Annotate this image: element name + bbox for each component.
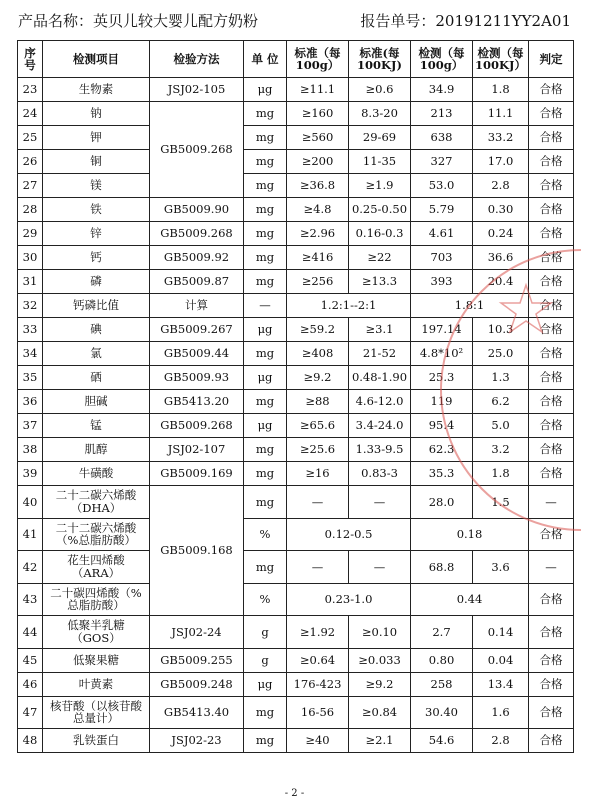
cell-item: 二十碳四烯酸（% 总脂肪酸）: [43, 583, 150, 616]
cell-test-100g: 95.4: [411, 414, 473, 438]
cell-test-100g: 34.9: [411, 78, 473, 102]
cell-std-100kj: ≥13.3: [349, 270, 411, 294]
cell-unit: mg: [244, 222, 287, 246]
cell-item: 核苷酸（以核苷酸 总量计）: [43, 696, 150, 729]
cell-index: 41: [18, 518, 43, 551]
cell-unit: mg: [244, 126, 287, 150]
cell-item: 生物素: [43, 78, 150, 102]
cell-method: GB5009.267: [150, 318, 244, 342]
cell-std-100g: ≥16: [287, 462, 349, 486]
cell-index: 46: [18, 672, 43, 696]
cell-std-100kj: 8.3-20: [349, 102, 411, 126]
cell-test-100g: 0.44: [411, 583, 529, 616]
cell-index: 29: [18, 222, 43, 246]
cell-method: GB5009.248: [150, 672, 244, 696]
cell-item: 二十二碳六烯酸 （DHA）: [43, 486, 150, 519]
cell-index: 31: [18, 270, 43, 294]
cell-method: GB5009.93: [150, 366, 244, 390]
cell-test-100kj: 20.4: [473, 270, 529, 294]
cell-item: 乳铁蛋白: [43, 729, 150, 753]
table-row: [18, 583, 574, 616]
cell-method: JSJ02-24: [150, 616, 244, 649]
cell-test-100g: 62.3: [411, 438, 473, 462]
cell-index: 26: [18, 150, 43, 174]
cell-index: 27: [18, 174, 43, 198]
cell-std-100kj: 0.83-3: [349, 462, 411, 486]
product-name: 产品名称：英贝儿较大婴儿配方奶粉: [18, 12, 259, 30]
cell-unit: μg: [244, 414, 287, 438]
cell-std-100g: 0.12-0.5: [287, 518, 411, 551]
cell-std-100g: ≥560: [287, 126, 349, 150]
cell-item: 锰: [43, 414, 150, 438]
cell-method: GB5009.90: [150, 198, 244, 222]
cell-verdict: 合格: [529, 583, 574, 616]
cell-unit: mg: [244, 729, 287, 753]
cell-index: 25: [18, 126, 43, 150]
table-row: [18, 222, 574, 246]
cell-std-100kj: ≥1.9: [349, 174, 411, 198]
cell-index: 42: [18, 551, 43, 584]
cell-std-100g: —: [287, 551, 349, 584]
col-header-method: 检验方法: [150, 41, 244, 78]
table-row: [18, 551, 574, 584]
cell-index: 40: [18, 486, 43, 519]
cell-unit: mg: [244, 390, 287, 414]
cell-test-100g: 703: [411, 246, 473, 270]
cell-test-100g: 197.14: [411, 318, 473, 342]
cell-index: 30: [18, 246, 43, 270]
cell-test-100kj: 36.6: [473, 246, 529, 270]
cell-std-100g: ≥1.92: [287, 616, 349, 649]
cell-test-100g: 0.18: [411, 518, 529, 551]
col-header-index: 序 号: [18, 41, 43, 78]
cell-std-100kj: ≥9.2: [349, 672, 411, 696]
table-row: [18, 342, 574, 366]
cell-method: GB5009.168: [150, 486, 244, 616]
cell-index: 45: [18, 648, 43, 672]
test-results-table: [17, 40, 574, 753]
cell-index: 33: [18, 318, 43, 342]
cell-method: GB5009.255: [150, 648, 244, 672]
cell-test-100g: 119: [411, 390, 473, 414]
table-row: [18, 438, 574, 462]
cell-method: GB5009.268: [150, 414, 244, 438]
cell-verdict: 合格: [529, 438, 574, 462]
table-row: [18, 672, 574, 696]
table-header-row: [18, 41, 574, 78]
table-row: [18, 414, 574, 438]
cell-test-100g: 213: [411, 102, 473, 126]
cell-std-100g: 0.23-1.0: [287, 583, 411, 616]
cell-unit: mg: [244, 102, 287, 126]
cell-test-100kj: 1.8: [473, 462, 529, 486]
cell-index: 36: [18, 390, 43, 414]
table-row: [18, 616, 574, 649]
cell-test-100kj: 3.2: [473, 438, 529, 462]
cell-index: 44: [18, 616, 43, 649]
table-row: [18, 150, 574, 174]
cell-item: 镁: [43, 174, 150, 198]
cell-std-100kj: ≥22: [349, 246, 411, 270]
cell-test-100kj: 0.30: [473, 198, 529, 222]
table-row: [18, 102, 574, 126]
cell-index: 48: [18, 729, 43, 753]
cell-std-100kj: 21-52: [349, 342, 411, 366]
cell-test-100g: 5.79: [411, 198, 473, 222]
cell-verdict: 合格: [529, 222, 574, 246]
col-header-std-100g: 标准（每 100g）: [287, 41, 349, 78]
cell-unit: mg: [244, 270, 287, 294]
cell-index: 43: [18, 583, 43, 616]
report-header: [18, 10, 571, 34]
cell-index: 28: [18, 198, 43, 222]
cell-verdict: 合格: [529, 648, 574, 672]
cell-index: 32: [18, 294, 43, 318]
cell-verdict: 合格: [529, 246, 574, 270]
cell-test-100g: 28.0: [411, 486, 473, 519]
cell-method: JSJ02-105: [150, 78, 244, 102]
cell-unit: %: [244, 583, 287, 616]
cell-std-100kj: 29-69: [349, 126, 411, 150]
cell-method: GB5009.268: [150, 102, 244, 198]
cell-method: JSJ02-23: [150, 729, 244, 753]
cell-verdict: 合格: [529, 150, 574, 174]
cell-method: GB5413.40: [150, 696, 244, 729]
table-row: [18, 462, 574, 486]
cell-item: 牛磺酸: [43, 462, 150, 486]
cell-test-100g: 30.40: [411, 696, 473, 729]
cell-std-100g: ≥0.64: [287, 648, 349, 672]
cell-std-100kj: —: [349, 551, 411, 584]
cell-unit: mg: [244, 342, 287, 366]
cell-std-100kj: ≥0.10: [349, 616, 411, 649]
cell-test-100g: 327: [411, 150, 473, 174]
cell-std-100g: ≥9.2: [287, 366, 349, 390]
page-number: - 2 -: [284, 788, 305, 799]
cell-test-100g: 35.3: [411, 462, 473, 486]
cell-verdict: 合格: [529, 729, 574, 753]
cell-unit: mg: [244, 551, 287, 584]
cell-test-100g: 638: [411, 126, 473, 150]
cell-item: 磷: [43, 270, 150, 294]
cell-unit: mg: [244, 462, 287, 486]
cell-test-100kj: 25.0: [473, 342, 529, 366]
cell-verdict: 合格: [529, 318, 574, 342]
cell-test-100g: 2.7: [411, 616, 473, 649]
cell-verdict: 合格: [529, 174, 574, 198]
cell-test-100kj: 1.6: [473, 696, 529, 729]
cell-std-100g: 16-56: [287, 696, 349, 729]
cell-item: 铜: [43, 150, 150, 174]
cell-verdict: 合格: [529, 390, 574, 414]
cell-method: GB5009.87: [150, 270, 244, 294]
cell-index: 23: [18, 78, 43, 102]
cell-test-100g: 393: [411, 270, 473, 294]
cell-test-100g: 25.3: [411, 366, 473, 390]
cell-unit: mg: [244, 174, 287, 198]
cell-std-100kj: 0.25-0.50: [349, 198, 411, 222]
cell-item: 低聚果糖: [43, 648, 150, 672]
cell-test-100kj: 33.2: [473, 126, 529, 150]
cell-unit: μg: [244, 318, 287, 342]
cell-test-100g: 1.8:1: [411, 294, 529, 318]
cell-std-100g: ≥408: [287, 342, 349, 366]
cell-test-100kj: 2.8: [473, 174, 529, 198]
cell-test-100kj: 1.3: [473, 366, 529, 390]
cell-std-100g: ≥88: [287, 390, 349, 414]
table-row: [18, 318, 574, 342]
cell-std-100g: 1.2:1--2:1: [287, 294, 411, 318]
cell-std-100kj: ≥0.6: [349, 78, 411, 102]
cell-std-100kj: 0.48-1.90: [349, 366, 411, 390]
cell-test-100kj: 6.2: [473, 390, 529, 414]
cell-index: 35: [18, 366, 43, 390]
cell-std-100g: ≥4.8: [287, 198, 349, 222]
cell-item: 钙: [43, 246, 150, 270]
table-row: [18, 729, 574, 753]
col-header-verdict: 判定: [529, 41, 574, 78]
cell-index: 34: [18, 342, 43, 366]
table-row: [18, 270, 574, 294]
cell-test-100g: 53.0: [411, 174, 473, 198]
cell-index: 47: [18, 696, 43, 729]
cell-verdict: 合格: [529, 126, 574, 150]
cell-test-100kj: 0.24: [473, 222, 529, 246]
cell-index: 39: [18, 462, 43, 486]
cell-verdict: 合格: [529, 672, 574, 696]
cell-test-100g: 68.8: [411, 551, 473, 584]
cell-item: 二十二碳六烯酸 （%总脂肪酸）: [43, 518, 150, 551]
cell-method: JSJ02-107: [150, 438, 244, 462]
cell-unit: mg: [244, 486, 287, 519]
cell-method: GB5413.20: [150, 390, 244, 414]
table-row: [18, 174, 574, 198]
cell-unit: mg: [244, 438, 287, 462]
table-row: [18, 246, 574, 270]
cell-item: 硒: [43, 366, 150, 390]
cell-std-100g: ≥36.8: [287, 174, 349, 198]
cell-verdict: 合格: [529, 366, 574, 390]
cell-item: 钙磷比值: [43, 294, 150, 318]
cell-unit: mg: [244, 150, 287, 174]
col-header-test-100g: 检测（每 100g）: [411, 41, 473, 78]
cell-method: 计算: [150, 294, 244, 318]
cell-test-100g: 258: [411, 672, 473, 696]
cell-test-100kj: 1.8: [473, 78, 529, 102]
cell-test-100kj: 0.04: [473, 648, 529, 672]
table-row: [18, 126, 574, 150]
cell-std-100kj: 0.16-0.3: [349, 222, 411, 246]
col-header-std-100kj: 标准(每 100KJ): [349, 41, 411, 78]
table-row: [18, 390, 574, 414]
cell-std-100kj: ≥3.1: [349, 318, 411, 342]
cell-method: GB5009.92: [150, 246, 244, 270]
cell-verdict: 合格: [529, 78, 574, 102]
cell-std-100g: ≥200: [287, 150, 349, 174]
table-row: [18, 294, 574, 318]
cell-index: 38: [18, 438, 43, 462]
cell-test-100kj: 11.1: [473, 102, 529, 126]
cell-std-100g: ≥59.2: [287, 318, 349, 342]
cell-test-100kj: 3.6: [473, 551, 529, 584]
cell-item: 花生四烯酸 （ARA）: [43, 551, 150, 584]
cell-unit: %: [244, 518, 287, 551]
cell-verdict: 合格: [529, 294, 574, 318]
col-header-test-100kj: 检测（每 100KJ）: [473, 41, 529, 78]
cell-method: GB5009.268: [150, 222, 244, 246]
cell-method: GB5009.44: [150, 342, 244, 366]
cell-test-100g: 0.80: [411, 648, 473, 672]
cell-std-100g: ≥25.6: [287, 438, 349, 462]
cell-unit: mg: [244, 198, 287, 222]
cell-index: 24: [18, 102, 43, 126]
table-row: [18, 78, 574, 102]
cell-std-100g: ≥256: [287, 270, 349, 294]
table-row: [18, 486, 574, 519]
cell-unit: μg: [244, 366, 287, 390]
cell-verdict: 合格: [529, 270, 574, 294]
report-number: 报告单号：20191211YY2A01: [360, 12, 571, 30]
cell-std-100kj: ≥0.84: [349, 696, 411, 729]
cell-item: 铁: [43, 198, 150, 222]
cell-test-100kj: 1.5: [473, 486, 529, 519]
cell-std-100g: ≥416: [287, 246, 349, 270]
cell-verdict: 合格: [529, 518, 574, 551]
cell-verdict: 合格: [529, 462, 574, 486]
cell-verdict: 合格: [529, 696, 574, 729]
cell-test-100kj: 13.4: [473, 672, 529, 696]
cell-unit: μg: [244, 78, 287, 102]
cell-item: 钾: [43, 126, 150, 150]
cell-test-100kj: 10.3: [473, 318, 529, 342]
cell-std-100kj: 1.33-9.5: [349, 438, 411, 462]
cell-item: 肌醇: [43, 438, 150, 462]
cell-std-100g: —: [287, 486, 349, 519]
cell-std-100g: ≥2.96: [287, 222, 349, 246]
cell-test-100kj: 0.14: [473, 616, 529, 649]
cell-verdict: —: [529, 486, 574, 519]
cell-std-100g: ≥65.6: [287, 414, 349, 438]
table-row: [18, 696, 574, 729]
cell-item: 胆碱: [43, 390, 150, 414]
cell-verdict: 合格: [529, 342, 574, 366]
cell-verdict: —: [529, 551, 574, 584]
cell-std-100g: ≥11.1: [287, 78, 349, 102]
cell-std-100kj: 3.4-24.0: [349, 414, 411, 438]
col-header-unit: 单 位: [244, 41, 287, 78]
cell-test-100g: 54.6: [411, 729, 473, 753]
cell-unit: μg: [244, 672, 287, 696]
cell-method: GB5009.169: [150, 462, 244, 486]
cell-std-100g: ≥40: [287, 729, 349, 753]
cell-test-100kj: 17.0: [473, 150, 529, 174]
cell-test-100g: 4.61: [411, 222, 473, 246]
cell-unit: mg: [244, 696, 287, 729]
table-row: [18, 518, 574, 551]
cell-unit: —: [244, 294, 287, 318]
table-body: [18, 78, 574, 753]
cell-std-100g: 176-423: [287, 672, 349, 696]
cell-unit: g: [244, 616, 287, 649]
table-row: [18, 648, 574, 672]
table-row: [18, 366, 574, 390]
cell-verdict: 合格: [529, 198, 574, 222]
cell-std-100kj: ≥2.1: [349, 729, 411, 753]
cell-item: 氯: [43, 342, 150, 366]
col-header-item: 检测项目: [43, 41, 150, 78]
cell-test-100kj: 2.8: [473, 729, 529, 753]
cell-std-100kj: ≥0.033: [349, 648, 411, 672]
cell-unit: mg: [244, 246, 287, 270]
cell-item: 锌: [43, 222, 150, 246]
cell-std-100kj: —: [349, 486, 411, 519]
cell-std-100kj: 11-35: [349, 150, 411, 174]
cell-verdict: 合格: [529, 414, 574, 438]
cell-item: 低聚半乳糖 （GOS）: [43, 616, 150, 649]
cell-test-100g: 4.8*10²: [411, 342, 473, 366]
cell-verdict: 合格: [529, 616, 574, 649]
cell-verdict: 合格: [529, 102, 574, 126]
cell-item: 碘: [43, 318, 150, 342]
cell-test-100kj: 5.0: [473, 414, 529, 438]
cell-index: 37: [18, 414, 43, 438]
cell-std-100g: ≥160: [287, 102, 349, 126]
cell-std-100kj: 4.6-12.0: [349, 390, 411, 414]
cell-unit: g: [244, 648, 287, 672]
cell-item: 钠: [43, 102, 150, 126]
cell-item: 叶黄素: [43, 672, 150, 696]
table-row: [18, 198, 574, 222]
